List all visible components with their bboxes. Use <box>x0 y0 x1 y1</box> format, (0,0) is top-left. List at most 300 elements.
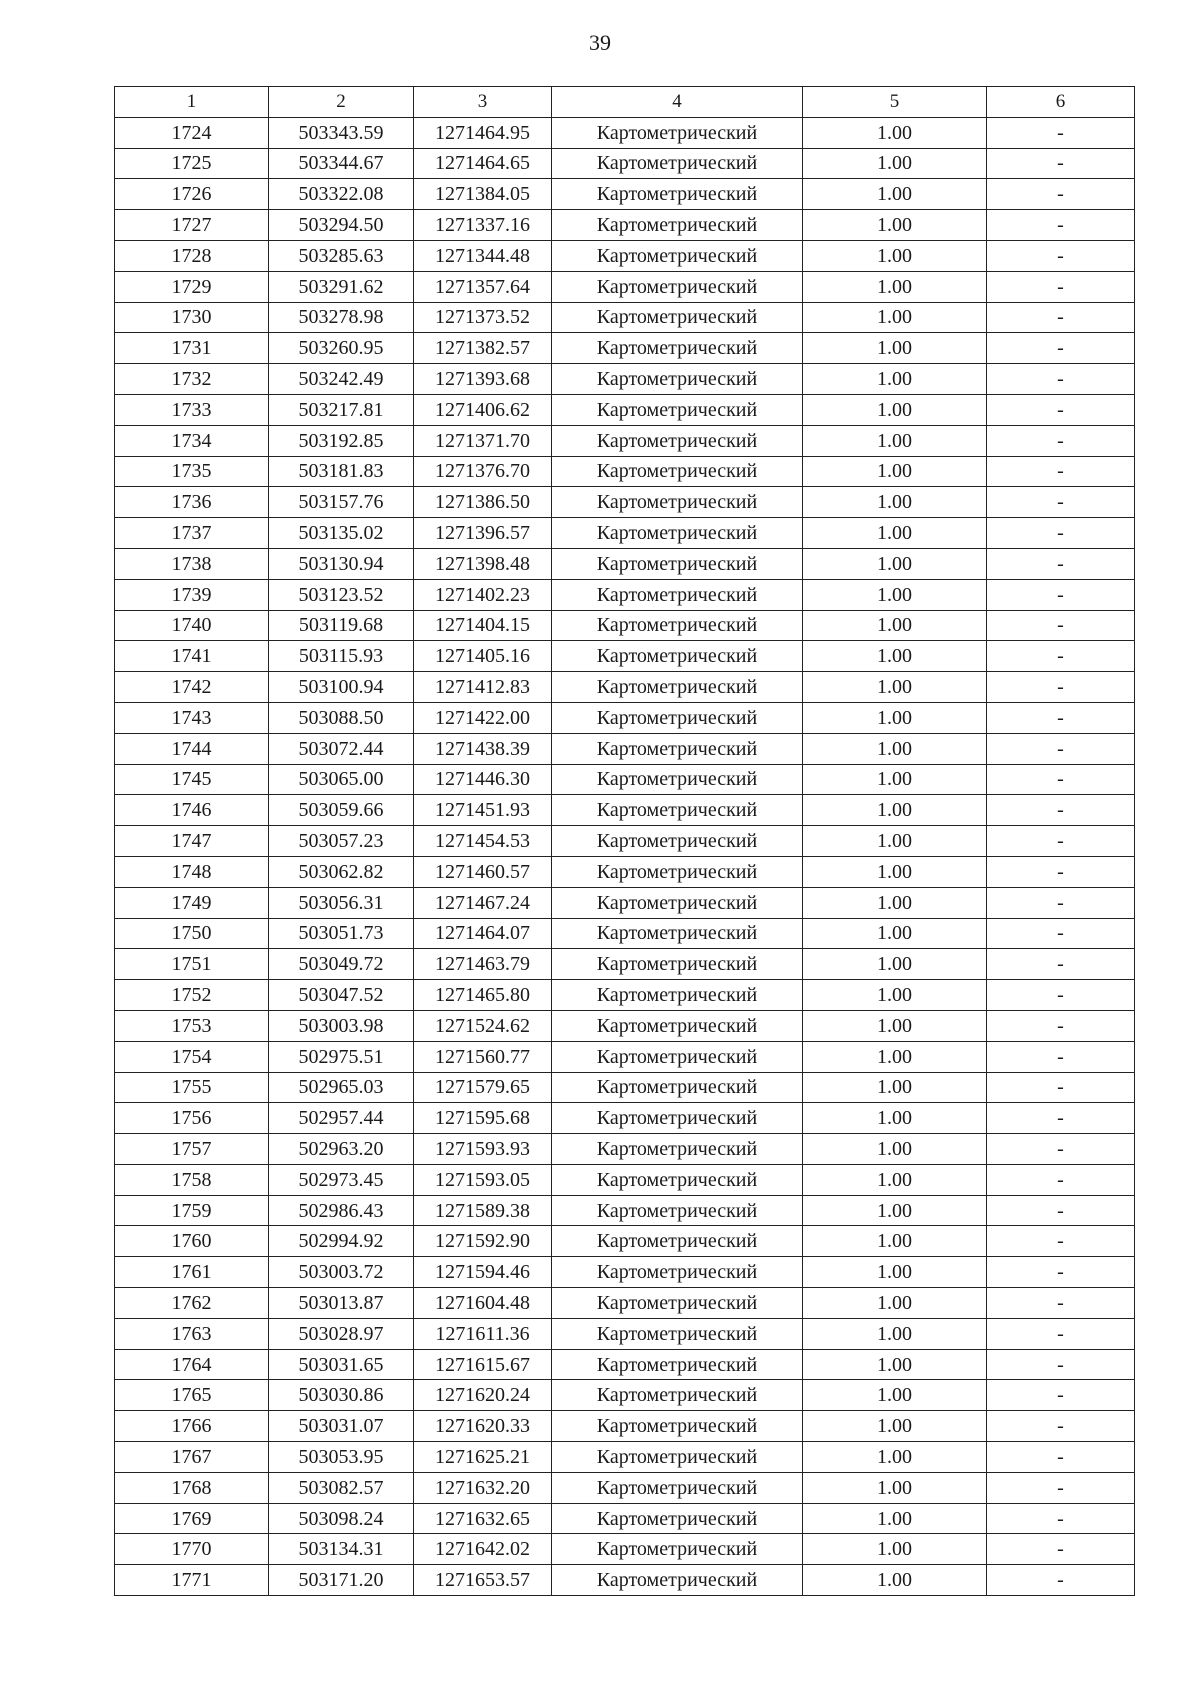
method-cell: Картометрический <box>552 1442 803 1473</box>
x-coordinate-cell: 503053.95 <box>269 1442 414 1473</box>
method-cell: Картометрический <box>552 949 803 980</box>
table-row <box>115 394 1135 425</box>
x-coordinate-cell: 503013.87 <box>269 1288 414 1319</box>
page-number: 39 <box>589 30 611 55</box>
description-cell: - <box>987 1288 1135 1319</box>
y-coordinate-cell: 1271594.46 <box>414 1257 552 1288</box>
method-cell: Картометрический <box>552 1010 803 1041</box>
accuracy-cell: 1.00 <box>803 117 987 148</box>
x-coordinate-cell: 503003.72 <box>269 1257 414 1288</box>
accuracy-cell: 1.00 <box>803 795 987 826</box>
point-number-cell: 1755 <box>115 1072 269 1103</box>
x-coordinate-cell: 503065.00 <box>269 764 414 795</box>
y-coordinate-cell: 1271454.53 <box>414 826 552 857</box>
x-coordinate-cell: 502965.03 <box>269 1072 414 1103</box>
description-cell: - <box>987 1565 1135 1596</box>
accuracy-cell: 1.00 <box>803 1103 987 1134</box>
point-number-cell: 1727 <box>115 210 269 241</box>
point-number-cell: 1763 <box>115 1318 269 1349</box>
method-cell: Картометрический <box>552 1380 803 1411</box>
table-row <box>115 949 1135 980</box>
y-coordinate-cell: 1271595.68 <box>414 1103 552 1134</box>
accuracy-cell: 1.00 <box>803 733 987 764</box>
method-cell: Картометрический <box>552 394 803 425</box>
table-row <box>115 148 1135 179</box>
y-coordinate-cell: 1271464.95 <box>414 117 552 148</box>
point-number-cell: 1738 <box>115 548 269 579</box>
x-coordinate-cell: 503343.59 <box>269 117 414 148</box>
column-header-description: 6 <box>987 87 1135 118</box>
table-row <box>115 1072 1135 1103</box>
y-coordinate-cell: 1271632.20 <box>414 1472 552 1503</box>
table-row <box>115 210 1135 241</box>
table-row <box>115 425 1135 456</box>
accuracy-cell: 1.00 <box>803 1164 987 1195</box>
method-cell: Картометрический <box>552 1226 803 1257</box>
y-coordinate-cell: 1271524.62 <box>414 1010 552 1041</box>
x-coordinate-cell: 503003.98 <box>269 1010 414 1041</box>
method-cell: Картометрический <box>552 918 803 949</box>
y-coordinate-cell: 1271625.21 <box>414 1442 552 1473</box>
table-row <box>115 610 1135 641</box>
method-cell: Картометрический <box>552 1134 803 1165</box>
y-coordinate-cell: 1271373.52 <box>414 302 552 333</box>
y-coordinate-cell: 1271632.65 <box>414 1503 552 1534</box>
method-cell: Картометрический <box>552 425 803 456</box>
method-cell: Картометрический <box>552 733 803 764</box>
description-cell: - <box>987 179 1135 210</box>
accuracy-cell: 1.00 <box>803 1349 987 1380</box>
method-cell: Картометрический <box>552 641 803 672</box>
y-coordinate-cell: 1271465.80 <box>414 980 552 1011</box>
x-coordinate-cell: 503057.23 <box>269 826 414 857</box>
table-row <box>115 302 1135 333</box>
x-coordinate-cell: 503260.95 <box>269 333 414 364</box>
x-coordinate-cell: 503119.68 <box>269 610 414 641</box>
x-coordinate-cell: 503123.52 <box>269 579 414 610</box>
accuracy-cell: 1.00 <box>803 1226 987 1257</box>
y-coordinate-cell: 1271464.07 <box>414 918 552 949</box>
table-row <box>115 579 1135 610</box>
point-number-cell: 1766 <box>115 1411 269 1442</box>
x-coordinate-cell: 503217.81 <box>269 394 414 425</box>
x-coordinate-cell: 502986.43 <box>269 1195 414 1226</box>
x-coordinate-cell: 503100.94 <box>269 672 414 703</box>
accuracy-cell: 1.00 <box>803 394 987 425</box>
y-coordinate-cell: 1271405.16 <box>414 641 552 672</box>
method-cell: Картометрический <box>552 1318 803 1349</box>
table-row <box>115 795 1135 826</box>
y-coordinate-cell: 1271464.65 <box>414 148 552 179</box>
point-number-cell: 1748 <box>115 856 269 887</box>
description-cell: - <box>987 918 1135 949</box>
method-cell: Картометрический <box>552 210 803 241</box>
point-number-cell: 1728 <box>115 240 269 271</box>
table-row <box>115 1349 1135 1380</box>
description-cell: - <box>987 1503 1135 1534</box>
description-cell: - <box>987 333 1135 364</box>
point-number-cell: 1756 <box>115 1103 269 1134</box>
y-coordinate-cell: 1271615.67 <box>414 1349 552 1380</box>
point-number-cell: 1765 <box>115 1380 269 1411</box>
y-coordinate-cell: 1271406.62 <box>414 394 552 425</box>
description-cell: - <box>987 887 1135 918</box>
description-cell: - <box>987 1534 1135 1565</box>
point-number-cell: 1760 <box>115 1226 269 1257</box>
point-number-cell: 1735 <box>115 456 269 487</box>
column-header-method: 4 <box>552 87 803 118</box>
accuracy-cell: 1.00 <box>803 333 987 364</box>
point-number-cell: 1751 <box>115 949 269 980</box>
column-header-accuracy: 5 <box>803 87 987 118</box>
method-cell: Картометрический <box>552 764 803 795</box>
description-cell: - <box>987 548 1135 579</box>
x-coordinate-cell: 503135.02 <box>269 518 414 549</box>
point-number-cell: 1736 <box>115 487 269 518</box>
table-row <box>115 548 1135 579</box>
accuracy-cell: 1.00 <box>803 1195 987 1226</box>
accuracy-cell: 1.00 <box>803 271 987 302</box>
x-coordinate-cell: 503115.93 <box>269 641 414 672</box>
accuracy-cell: 1.00 <box>803 610 987 641</box>
x-coordinate-cell: 502973.45 <box>269 1164 414 1195</box>
point-number-cell: 1732 <box>115 364 269 395</box>
y-coordinate-cell: 1271467.24 <box>414 887 552 918</box>
point-number-cell: 1739 <box>115 579 269 610</box>
point-number-cell: 1746 <box>115 795 269 826</box>
x-coordinate-cell: 503291.62 <box>269 271 414 302</box>
column-header-point-number: 1 <box>115 87 269 118</box>
description-cell: - <box>987 826 1135 857</box>
method-cell: Картометрический <box>552 1503 803 1534</box>
y-coordinate-cell: 1271382.57 <box>414 333 552 364</box>
column-header-y-coordinate: 3 <box>414 87 552 118</box>
description-cell: - <box>987 949 1135 980</box>
x-coordinate-cell: 503098.24 <box>269 1503 414 1534</box>
y-coordinate-cell: 1271398.48 <box>414 548 552 579</box>
y-coordinate-cell: 1271412.83 <box>414 672 552 703</box>
accuracy-cell: 1.00 <box>803 1318 987 1349</box>
description-cell: - <box>987 1226 1135 1257</box>
description-cell: - <box>987 980 1135 1011</box>
point-number-cell: 1769 <box>115 1503 269 1534</box>
point-number-cell: 1771 <box>115 1565 269 1596</box>
description-cell: - <box>987 1195 1135 1226</box>
description-cell: - <box>987 1134 1135 1165</box>
method-cell: Картометрический <box>552 456 803 487</box>
header-row <box>115 87 1135 118</box>
y-coordinate-cell: 1271592.90 <box>414 1226 552 1257</box>
table-row <box>115 733 1135 764</box>
accuracy-cell: 1.00 <box>803 1072 987 1103</box>
y-coordinate-cell: 1271604.48 <box>414 1288 552 1319</box>
accuracy-cell: 1.00 <box>803 1565 987 1596</box>
table-header <box>115 87 1135 118</box>
x-coordinate-cell: 502994.92 <box>269 1226 414 1257</box>
accuracy-cell: 1.00 <box>803 364 987 395</box>
y-coordinate-cell: 1271463.79 <box>414 949 552 980</box>
point-number-cell: 1740 <box>115 610 269 641</box>
method-cell: Картометрический <box>552 1349 803 1380</box>
point-number-cell: 1770 <box>115 1534 269 1565</box>
table-row <box>115 1226 1135 1257</box>
x-coordinate-cell: 503242.49 <box>269 364 414 395</box>
point-number-cell: 1761 <box>115 1257 269 1288</box>
x-coordinate-cell: 503322.08 <box>269 179 414 210</box>
description-cell: - <box>987 856 1135 887</box>
method-cell: Картометрический <box>552 1041 803 1072</box>
table-row <box>115 1288 1135 1319</box>
y-coordinate-cell: 1271460.57 <box>414 856 552 887</box>
method-cell: Картометрический <box>552 117 803 148</box>
point-number-cell: 1752 <box>115 980 269 1011</box>
method-cell: Картометрический <box>552 271 803 302</box>
point-number-cell: 1742 <box>115 672 269 703</box>
accuracy-cell: 1.00 <box>803 1472 987 1503</box>
x-coordinate-cell: 503278.98 <box>269 302 414 333</box>
description-cell: - <box>987 117 1135 148</box>
x-coordinate-cell: 502957.44 <box>269 1103 414 1134</box>
description-cell: - <box>987 1411 1135 1442</box>
point-number-cell: 1757 <box>115 1134 269 1165</box>
method-cell: Картометрический <box>552 487 803 518</box>
table-row <box>115 1411 1135 1442</box>
y-coordinate-cell: 1271560.77 <box>414 1041 552 1072</box>
accuracy-cell: 1.00 <box>803 1411 987 1442</box>
y-coordinate-cell: 1271357.64 <box>414 271 552 302</box>
point-number-cell: 1741 <box>115 641 269 672</box>
table-row <box>115 487 1135 518</box>
point-number-cell: 1724 <box>115 117 269 148</box>
point-number-cell: 1731 <box>115 333 269 364</box>
description-cell: - <box>987 148 1135 179</box>
accuracy-cell: 1.00 <box>803 1503 987 1534</box>
accuracy-cell: 1.00 <box>803 1288 987 1319</box>
table-row <box>115 1442 1135 1473</box>
x-coordinate-cell: 503059.66 <box>269 795 414 826</box>
table-row <box>115 1164 1135 1195</box>
description-cell: - <box>987 1318 1135 1349</box>
table-row <box>115 856 1135 887</box>
point-number-cell: 1764 <box>115 1349 269 1380</box>
method-cell: Картометрический <box>552 333 803 364</box>
table-row <box>115 1257 1135 1288</box>
method-cell: Картометрический <box>552 579 803 610</box>
x-coordinate-cell: 503030.86 <box>269 1380 414 1411</box>
accuracy-cell: 1.00 <box>803 1257 987 1288</box>
x-coordinate-cell: 503082.57 <box>269 1472 414 1503</box>
method-cell: Картометрический <box>552 548 803 579</box>
accuracy-cell: 1.00 <box>803 425 987 456</box>
accuracy-cell: 1.00 <box>803 487 987 518</box>
description-cell: - <box>987 1103 1135 1134</box>
x-coordinate-cell: 503171.20 <box>269 1565 414 1596</box>
table-row <box>115 364 1135 395</box>
x-coordinate-cell: 503056.31 <box>269 887 414 918</box>
table-row <box>115 1565 1135 1596</box>
accuracy-cell: 1.00 <box>803 302 987 333</box>
description-cell: - <box>987 1257 1135 1288</box>
accuracy-cell: 1.00 <box>803 887 987 918</box>
point-number-cell: 1749 <box>115 887 269 918</box>
accuracy-cell: 1.00 <box>803 949 987 980</box>
description-cell: - <box>987 425 1135 456</box>
accuracy-cell: 1.00 <box>803 1010 987 1041</box>
description-cell: - <box>987 1380 1135 1411</box>
x-coordinate-cell: 503130.94 <box>269 548 414 579</box>
table-row <box>115 1472 1135 1503</box>
description-cell: - <box>987 487 1135 518</box>
point-number-cell: 1767 <box>115 1442 269 1473</box>
y-coordinate-cell: 1271337.16 <box>414 210 552 241</box>
point-number-cell: 1753 <box>115 1010 269 1041</box>
x-coordinate-cell: 503031.07 <box>269 1411 414 1442</box>
description-cell: - <box>987 1164 1135 1195</box>
method-cell: Картометрический <box>552 856 803 887</box>
table-row <box>115 826 1135 857</box>
method-cell: Картометрический <box>552 795 803 826</box>
point-number-cell: 1743 <box>115 702 269 733</box>
table-row <box>115 1318 1135 1349</box>
description-cell: - <box>987 579 1135 610</box>
description-cell: - <box>987 702 1135 733</box>
table-body <box>115 117 1135 1595</box>
method-cell: Картометрический <box>552 1534 803 1565</box>
accuracy-cell: 1.00 <box>803 1442 987 1473</box>
method-cell: Картометрический <box>552 302 803 333</box>
table-row <box>115 887 1135 918</box>
y-coordinate-cell: 1271620.24 <box>414 1380 552 1411</box>
table-row <box>115 980 1135 1011</box>
point-number-cell: 1759 <box>115 1195 269 1226</box>
accuracy-cell: 1.00 <box>803 918 987 949</box>
method-cell: Картометрический <box>552 240 803 271</box>
point-number-cell: 1737 <box>115 518 269 549</box>
accuracy-cell: 1.00 <box>803 641 987 672</box>
table-row <box>115 179 1135 210</box>
accuracy-cell: 1.00 <box>803 548 987 579</box>
y-coordinate-cell: 1271451.93 <box>414 795 552 826</box>
method-cell: Картометрический <box>552 179 803 210</box>
point-number-cell: 1726 <box>115 179 269 210</box>
x-coordinate-cell: 503028.97 <box>269 1318 414 1349</box>
table-row <box>115 456 1135 487</box>
y-coordinate-cell: 1271384.05 <box>414 179 552 210</box>
x-coordinate-cell: 503031.65 <box>269 1349 414 1380</box>
y-coordinate-cell: 1271396.57 <box>414 518 552 549</box>
point-number-cell: 1744 <box>115 733 269 764</box>
accuracy-cell: 1.00 <box>803 240 987 271</box>
y-coordinate-cell: 1271620.33 <box>414 1411 552 1442</box>
method-cell: Картометрический <box>552 1565 803 1596</box>
accuracy-cell: 1.00 <box>803 579 987 610</box>
y-coordinate-cell: 1271579.65 <box>414 1072 552 1103</box>
accuracy-cell: 1.00 <box>803 1041 987 1072</box>
method-cell: Картометрический <box>552 1257 803 1288</box>
table-row <box>115 1103 1135 1134</box>
description-cell: - <box>987 302 1135 333</box>
y-coordinate-cell: 1271371.70 <box>414 425 552 456</box>
column-header-x-coordinate: 2 <box>269 87 414 118</box>
accuracy-cell: 1.00 <box>803 826 987 857</box>
x-coordinate-cell: 503072.44 <box>269 733 414 764</box>
description-cell: - <box>987 240 1135 271</box>
table-row <box>115 240 1135 271</box>
point-number-cell: 1747 <box>115 826 269 857</box>
x-coordinate-cell: 503062.82 <box>269 856 414 887</box>
accuracy-cell: 1.00 <box>803 210 987 241</box>
x-coordinate-cell: 503285.63 <box>269 240 414 271</box>
point-number-cell: 1734 <box>115 425 269 456</box>
method-cell: Картометрический <box>552 887 803 918</box>
description-cell: - <box>987 1442 1135 1473</box>
table-row <box>115 1010 1135 1041</box>
x-coordinate-cell: 503047.52 <box>269 980 414 1011</box>
table-row <box>115 702 1135 733</box>
point-number-cell: 1730 <box>115 302 269 333</box>
table-row <box>115 1534 1135 1565</box>
x-coordinate-cell: 502975.51 <box>269 1041 414 1072</box>
x-coordinate-cell: 503157.76 <box>269 487 414 518</box>
point-number-cell: 1758 <box>115 1164 269 1195</box>
coordinates-table <box>114 86 1135 1596</box>
y-coordinate-cell: 1271642.02 <box>414 1534 552 1565</box>
table-row <box>115 271 1135 302</box>
x-coordinate-cell: 502963.20 <box>269 1134 414 1165</box>
accuracy-cell: 1.00 <box>803 856 987 887</box>
y-coordinate-cell: 1271653.57 <box>414 1565 552 1596</box>
description-cell: - <box>987 456 1135 487</box>
x-coordinate-cell: 503134.31 <box>269 1534 414 1565</box>
y-coordinate-cell: 1271393.68 <box>414 364 552 395</box>
point-number-cell: 1733 <box>115 394 269 425</box>
accuracy-cell: 1.00 <box>803 702 987 733</box>
description-cell: - <box>987 518 1135 549</box>
accuracy-cell: 1.00 <box>803 672 987 703</box>
point-number-cell: 1725 <box>115 148 269 179</box>
description-cell: - <box>987 1072 1135 1103</box>
point-number-cell: 1750 <box>115 918 269 949</box>
accuracy-cell: 1.00 <box>803 1380 987 1411</box>
description-cell: - <box>987 1349 1135 1380</box>
method-cell: Картометрический <box>552 1195 803 1226</box>
description-cell: - <box>987 795 1135 826</box>
method-cell: Картометрический <box>552 1164 803 1195</box>
description-cell: - <box>987 641 1135 672</box>
point-number-cell: 1745 <box>115 764 269 795</box>
description-cell: - <box>987 610 1135 641</box>
accuracy-cell: 1.00 <box>803 148 987 179</box>
table-row <box>115 1041 1135 1072</box>
x-coordinate-cell: 503344.67 <box>269 148 414 179</box>
accuracy-cell: 1.00 <box>803 1534 987 1565</box>
y-coordinate-cell: 1271344.48 <box>414 240 552 271</box>
method-cell: Картометрический <box>552 826 803 857</box>
method-cell: Картометрический <box>552 148 803 179</box>
y-coordinate-cell: 1271593.93 <box>414 1134 552 1165</box>
description-cell: - <box>987 1010 1135 1041</box>
table-row <box>115 1134 1135 1165</box>
y-coordinate-cell: 1271402.23 <box>414 579 552 610</box>
x-coordinate-cell: 503088.50 <box>269 702 414 733</box>
x-coordinate-cell: 503049.72 <box>269 949 414 980</box>
method-cell: Картометрический <box>552 364 803 395</box>
method-cell: Картометрический <box>552 518 803 549</box>
method-cell: Картометрический <box>552 1072 803 1103</box>
y-coordinate-cell: 1271611.36 <box>414 1318 552 1349</box>
accuracy-cell: 1.00 <box>803 764 987 795</box>
method-cell: Картометрический <box>552 610 803 641</box>
